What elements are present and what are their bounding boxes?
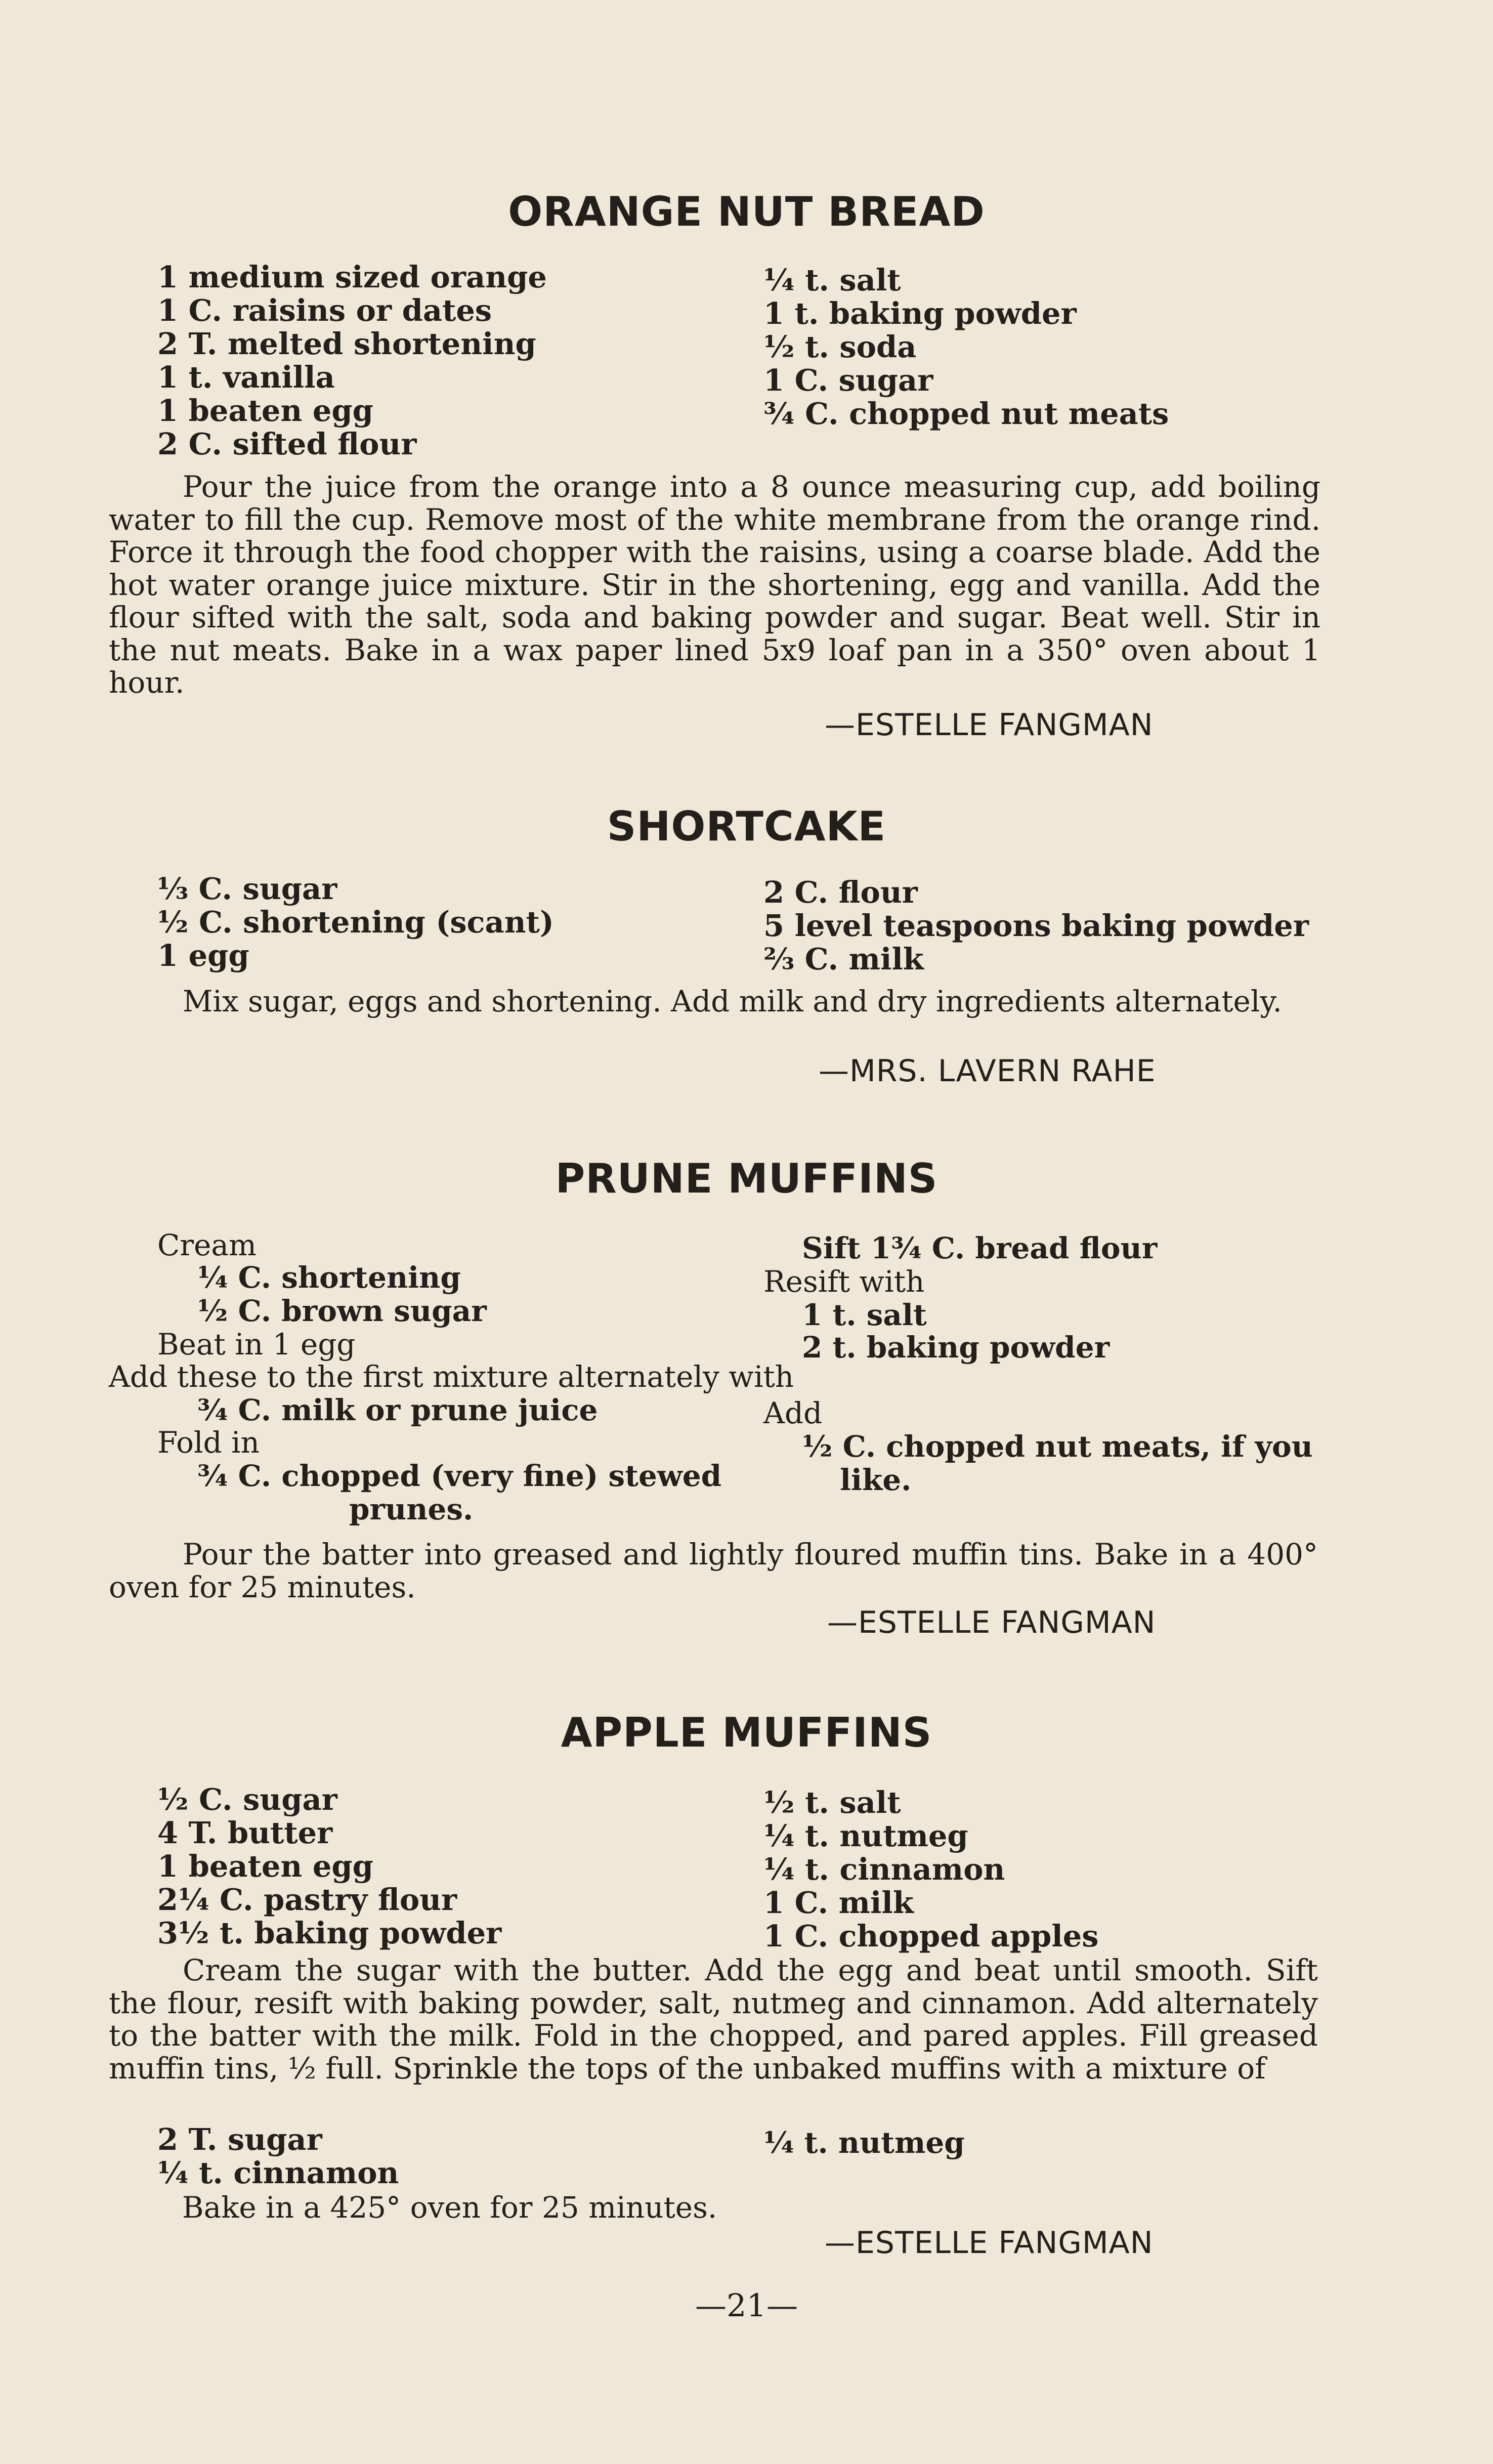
ingredient: 1 C. sugar	[763, 363, 933, 398]
ingredient: ¾ C. chopped (very fine) stewed	[197, 1459, 722, 1493]
step-text: Add these to the first mixture alternately with	[109, 1360, 794, 1394]
recipe-title-prune-muffins: PRUNE MUFFINS	[555, 1155, 938, 1202]
ingredient: ½ C. shortening (scant)	[157, 905, 554, 940]
ingredient: 1 C. chopped apples	[763, 1919, 1099, 1953]
ingredient: ¾ C. chopped nut meats	[763, 396, 1169, 431]
ingredients-left-orange-nut-bread	[157, 261, 547, 461]
ingredient: ¼ t. salt	[763, 263, 901, 298]
recipe-title-shortcake: SHORTCAKE	[607, 803, 886, 850]
directions-orange-nut-bread: Pour the juice from the orange into a 8 ounce measuring cup, add boiling water to fill the cup. Remove most of the white membrane from the orange rind. Force it through the food chopper with the raisins, using a coarse blade. Add the hot water orange juice mixture. Stir in the shortening, egg and vanilla. Add the flour sifted with the salt, soda and baking powder and sugar. Beat well. Stir in the nut meats. Bake in a wax paper lined 5x9 loaf pan in a 350° oven about 1 hour.	[109, 470, 1320, 700]
ingredient: 5 level teaspoons baking powder	[763, 908, 1309, 943]
ingredient: ¼ t. cinnamon	[763, 1852, 1005, 1887]
ingredient: ⅔ C. milk	[763, 942, 924, 976]
ingredient: 1 C. raisins or dates	[157, 293, 492, 328]
author-orange-nut-bread: —ESTELLE FANGMAN	[825, 707, 1154, 743]
ingredient: like.	[840, 1463, 912, 1497]
ingredient: ⅓ C. sugar	[157, 871, 337, 906]
ingredient: 2 C. flour	[763, 875, 918, 910]
page-number: —21—	[695, 2287, 798, 2324]
ingredients-left-shortcake	[157, 872, 554, 972]
ingredients-right-shortcake	[763, 876, 1309, 976]
ingredient: ¼ t. nutmeg	[763, 1818, 968, 1853]
ingredient: 2 T. melted shortening	[157, 326, 536, 361]
author-apple-muffins: —ESTELLE FANGMAN	[825, 2225, 1154, 2261]
author-prune-muffins: —ESTELLE FANGMAN	[827, 1605, 1156, 1640]
ingredient: ¼ t. cinnamon	[157, 2155, 399, 2190]
author-shortcake: —MRS. LAVERN RAHE	[819, 1053, 1156, 1089]
ingredient: 2 T. sugar	[157, 2122, 322, 2157]
recipe-title-orange-nut-bread: ORANGE NUT BREAD	[508, 188, 985, 235]
step-text: Fold in	[157, 1425, 260, 1460]
ingredient: ½ t. salt	[763, 1785, 901, 1820]
step-text: Beat in 1 egg	[157, 1327, 356, 1362]
ingredient: 2¼ C. pastry flour	[157, 1882, 457, 1917]
ingredient: ½ C. chopped nut meats, if you	[802, 1429, 1313, 1464]
ingredient: 1 beaten egg	[157, 393, 373, 428]
ingredient: 1 medium sized orange	[157, 260, 547, 294]
directions-apple-muffins: Cream the sugar with the butter. Add the egg and beat until smooth. Sift the flour, resift with baking powder, salt, nutmeg and cinnamon. Add alternately to the batter with the milk. Fold in the chopped, and pared apples. Fill greased muffin tins, ½ full. Sprinkle the tops of the unbaked muffins with a mixture of	[109, 1953, 1318, 2086]
directions-prune-muffins: Pour the batter into greased and lightly floured muffin tins. Bake in a 400° oven for 25 minutes.	[109, 1537, 1318, 1604]
ingredient: 2 t. baking powder	[802, 1330, 1110, 1365]
ingredient: 1 beaten egg	[157, 1849, 373, 1884]
ingredient: ¾ C. milk or prune juice	[197, 1393, 598, 1427]
step-text: Add	[763, 1396, 823, 1430]
recipe-title-apple-muffins: APPLE MUFFINS	[561, 1709, 932, 1756]
ingredient: Sift 1¾ C. bread flour	[802, 1231, 1158, 1265]
topping-left-apple-muffins	[157, 2123, 399, 2190]
ingredient: ¼ t. nutmeg	[763, 2126, 965, 2160]
ingredients-right-orange-nut-bread	[763, 264, 1169, 431]
bake-instruction: Bake in a 425° oven for 25 minutes.	[182, 2190, 717, 2225]
ingredient: 4 T. butter	[157, 1815, 333, 1850]
ingredient: ½ t. soda	[763, 329, 917, 364]
ingredients-right-apple-muffins	[763, 1786, 1099, 1953]
ingredient: prunes.	[349, 1492, 474, 1526]
directions-shortcake: Mix sugar, eggs and shortening. Add milk and dry ingredients alternately.	[183, 984, 1282, 1018]
ingredient: 3½ t. baking powder	[157, 1916, 502, 1950]
ingredient: 1 C. milk	[763, 1885, 914, 1920]
ingredient: 1 t. vanilla	[157, 360, 335, 395]
ingredient: 1 t. baking powder	[763, 296, 1077, 331]
step-text: Resift with	[763, 1264, 925, 1299]
ingredient: ¼ C. shortening	[197, 1260, 461, 1295]
ingredient: ½ C. sugar	[157, 1782, 337, 1817]
ingredient: 1 t. salt	[802, 1298, 927, 1332]
ingredient: ½ C. brown sugar	[197, 1294, 487, 1328]
step-text: Cream	[157, 1228, 257, 1262]
ingredients-left-apple-muffins	[157, 1783, 501, 1950]
ingredient: 1 egg	[157, 938, 249, 973]
ingredient: 2 C. sifted flour	[157, 427, 417, 461]
